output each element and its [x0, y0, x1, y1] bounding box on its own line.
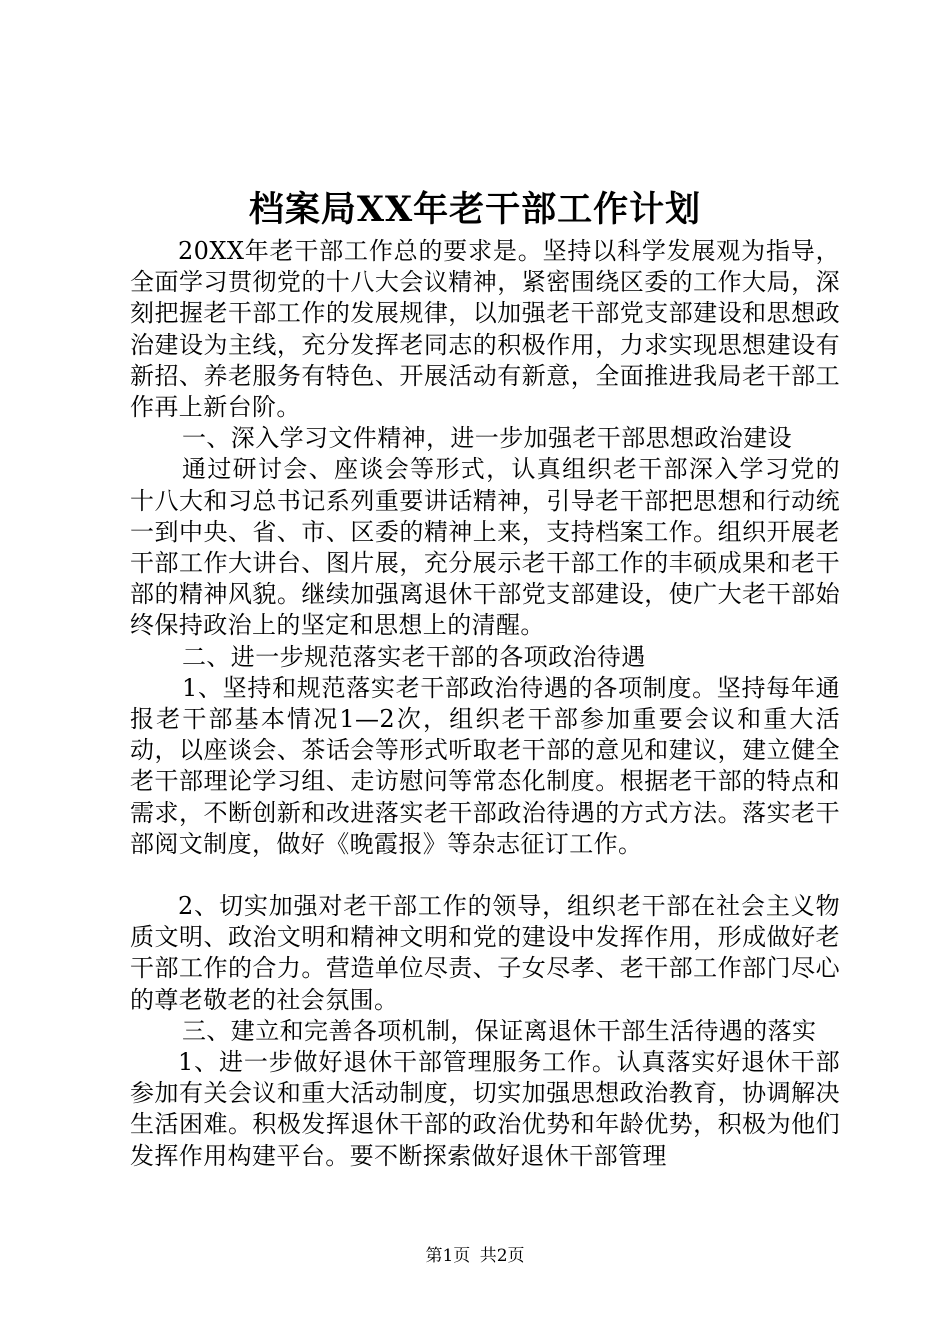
document-title: 档案局XX年老干部工作计划 — [248, 189, 702, 230]
section-1-paragraph: 通过研讨会、座谈会等形式，认真组织老干部深入学习党的十八大和习总书记系列重要讲话精神，引导老干部把思想和行动统一到中央、省、市、区委的精神上来，支持档案工作。组织开展老干部工作大讲台、图片展，充分展示老干部工作的丰硕成果和老干部的精神风貌。继续加强离退休干部党支部建设，使广大老干部始终保持政治上的坚定和思想上的清醒。 — [130, 455, 840, 640]
paragraph-spacer — [130, 860, 840, 891]
page-total: 共2页 — [479, 1246, 525, 1266]
page-footer — [0, 1244, 950, 1268]
section-heading-1: 一、深入学习文件精神，进一步加强老干部思想政治建设 — [182, 424, 792, 453]
intro-paragraph: 20XX年老干部工作总的要求是。坚持以科学发展观为指导，全面学习贯彻党的十八大会议精神，紧密围绕区委的工作大局，深刻把握老干部工作的发展规律，以加强老干部党支部建设和思想政治建设为主线，充分发挥老同志的积极作用，力求实现思想建设有新招、养老服务有特色、开展活动有新意，全面推进我局老干部工作再上新台阶。 — [130, 237, 840, 422]
document-body — [130, 236, 840, 1172]
section-2-item-2: 2、切实加强对老干部工作的领导，组织老干部在社会主义物质文明、政治文明和精神文明和党的建设中发挥作用，形成做好老干部工作的合力。营造单位尽责、子女尽孝、老干部工作部门尽心的尊老敬老的社会氛围。 — [130, 892, 840, 1014]
section-heading-3: 三、建立和完善各项机制，保证离退休干部生活待遇的落实 — [182, 1016, 817, 1045]
section-heading-2: 二、进一步规范落实老干部的各项政治待遇 — [182, 642, 646, 671]
section-3-item-1: 1、进一步做好退休干部管理服务工作。认真落实好退休干部参加有关会议和重大活动制度，切实加强思想政治教育，协调解决生活困难。积极发挥退休干部的政治优势和年龄优势，积极为他们发挥作用构建平台。要不断探索做好退休干部管理 — [130, 1048, 840, 1170]
section-2-item-1: 1、坚持和规范落实老干部政治待遇的各项制度。坚持每年通报老干部基本情况1—2次，组织老干部参加重要会议和重大活动，以座谈会、茶话会等形式听取老干部的意见和建议，建立健全老干部理论学习组、走访慰问等常态化制度。根据老干部的特点和需求，不断创新和改进落实老干部政治待遇的方式方法。落实老干部阅文制度，做好《晚霞报》等杂志征订工作。 — [130, 673, 840, 858]
page-number: 第1页 — [425, 1246, 471, 1266]
